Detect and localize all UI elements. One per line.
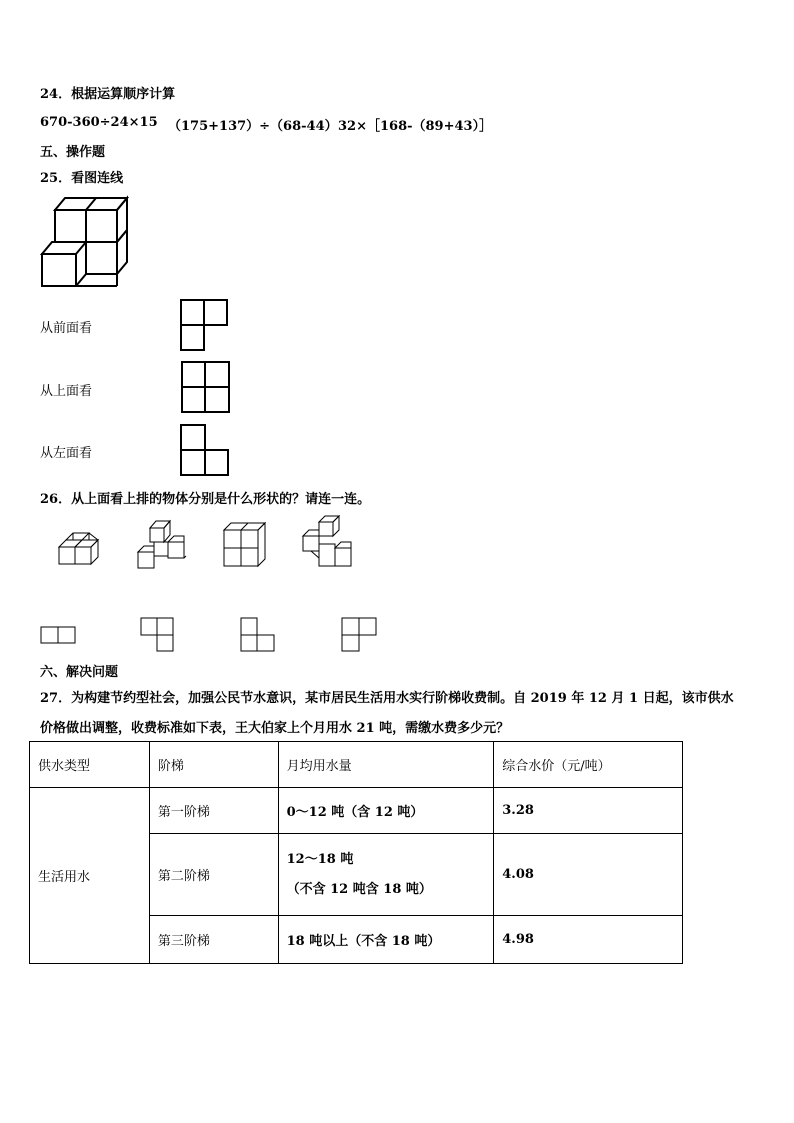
cell-tier: 第三阶梯 (149, 916, 278, 964)
section-5-heading: 五、操作题 (40, 145, 106, 160)
q26-top-view-2 (141, 618, 173, 651)
cell-supply-type: 生活用水 (30, 788, 150, 964)
cell-tier: 第二阶梯 (149, 834, 278, 916)
cell-usage-line-2: （不含 12 吨含 18 吨） (286, 881, 432, 897)
header-usage: 月均用水量 (278, 742, 494, 788)
q25-label-top: 从上面看 (40, 384, 93, 399)
header-price: 综合水价（元/吨） (494, 742, 683, 788)
q26-top-view-4 (342, 618, 376, 651)
q27-line-1: 27．为构建节约型社会，加强公民节水意识，某市居民生活用水实行阶梯收费制。自 2019 年 12 月 1 日起，该市供水 (40, 691, 734, 706)
q25-title: 25．看图连线 (40, 171, 124, 186)
q24-expr-2: （175+137）÷（68-44） (168, 119, 338, 134)
table-row (30, 788, 683, 834)
q24-expr-1: 670-360÷24×15 (40, 115, 158, 130)
water-price-table (29, 741, 683, 964)
cell-tier: 第一阶梯 (149, 788, 278, 834)
cell-usage: 18 吨以上（不含 18 吨） (278, 916, 494, 964)
header-tier: 阶梯 (149, 742, 278, 788)
q26-top-view-1 (41, 627, 75, 643)
q24-title: 24．根据运算顺序计算 (40, 87, 176, 102)
table-header-row (30, 742, 683, 788)
cell-usage: 0～12 吨（含 12 吨） (278, 788, 494, 834)
q27-line-2: 价格做出调整，收费标准如下表，王大伯家上个月用水 21 吨，需缴水费多少元？ (40, 721, 510, 736)
q25-label-front: 从前面看 (40, 321, 93, 336)
cell-price: 4.08 (494, 834, 683, 916)
q26-title: 26．从上面看上排的物体分别是什么形状的？请连一连。 (40, 492, 371, 507)
q24-expr-3: 32×［168-（89+43）］ (338, 119, 493, 134)
cell-price: 4.98 (494, 916, 683, 964)
header-supply-type: 供水类型 (30, 742, 150, 788)
cell-usage (278, 834, 494, 916)
q26-top-view-3 (241, 618, 274, 651)
section-6-heading: 六、解决问题 (40, 665, 119, 680)
q25-label-left: 从左面看 (40, 446, 93, 461)
cell-price: 3.28 (494, 788, 683, 834)
cell-usage-line-1: 12～18 吨 (286, 851, 354, 867)
